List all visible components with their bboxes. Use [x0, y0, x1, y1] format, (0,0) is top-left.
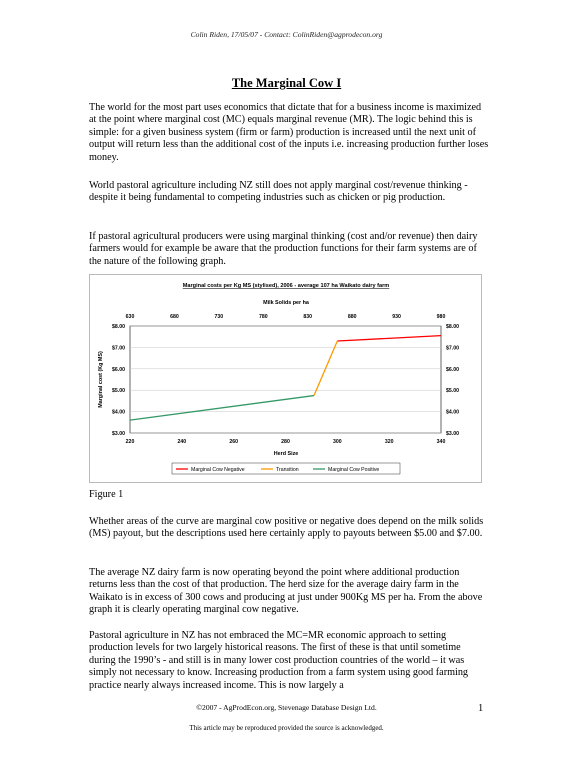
chart-x-tick-label: 300 [333, 439, 342, 445]
chart-top-tick-label: 980 [436, 314, 446, 320]
footer-copyright: ©2007 - AgProdEcon.org, Stevenage Database Design Ltd. [196, 703, 377, 712]
chart-y2-tick-label: $7.00 [446, 345, 459, 352]
chart-top-axis-label: Milk Solids per ha [263, 300, 309, 306]
chart-x-tick-label: 320 [384, 439, 394, 445]
chart-svg [90, 275, 483, 484]
footer-note: This article may be reproduced provided the source is acknowledged. [189, 724, 384, 732]
page-header: Colin Riden, 17/05/07 - Contact: ColinRiden@agprodecon.org [190, 30, 383, 39]
chart-top-tick-label: 730 [214, 314, 224, 320]
chart-y-tick-label: $8.00 [112, 324, 125, 330]
chart-x-tick-label: 340 [436, 439, 446, 445]
chart-y2-tick-label: $4.00 [446, 409, 459, 416]
chart-top-tick-label: 630 [125, 314, 135, 320]
chart-top-tick-label: 780 [258, 314, 268, 320]
chart-y-axis-label: Marginal cost (Kg MS) [98, 351, 104, 408]
paragraph-world-agriculture: World pastoral agriculture including NZ still does not apply marginal cost/revenue thinking - despite it being fundamental to competing industries such as chicken or pig production. [89, 180, 468, 204]
chart-legend-label: Marginal Cow Negative [191, 467, 245, 473]
page-number: 1 [478, 703, 484, 714]
chart-y-tick-label: $5.00 [112, 388, 125, 395]
chart-y2-tick-label: $5.00 [446, 388, 459, 395]
chart-y2-tick-label: $6.00 [446, 366, 459, 373]
chart-legend-label: Marginal Cow Positive [328, 467, 380, 473]
chart-x-axis-label: Herd Size [273, 451, 299, 457]
paragraph-marginal-thinking: If pastoral agricultural producers were using marginal thinking (cost and/or revenue) then dairy farmers would for example be aware that the production functions for their farm systems are of the nature of the following graph. [89, 231, 478, 267]
chart-y-tick-label: $3.00 [112, 431, 125, 437]
paragraph-intro: The world for the most part uses economics that dictate that for a business income is maximized at the point where marginal cost (MC) equals marginal revenue (MR). The logic behind this is simple: for a given business system (firm or farm) production is increased until the next unit of output will return less than the additional cost of the inputs i.e. increasing production further loses money. [89, 102, 489, 163]
figure-label: Figure 1 [89, 489, 124, 500]
chart-plot-frame [130, 326, 441, 433]
chart-x-tick-label: 220 [125, 439, 135, 445]
chart-y-tick-label: $7.00 [112, 345, 125, 352]
chart-top-tick-label: 680 [170, 314, 179, 320]
chart-series-line [314, 341, 337, 396]
chart-top-tick-label: 880 [347, 314, 357, 320]
chart-series-line [337, 336, 441, 341]
chart-x-tick-label: 280 [281, 439, 290, 445]
chart-x-tick-label: 240 [177, 439, 187, 445]
paragraph-average-farm: The average NZ dairy farm is now operating beyond the point where additional production returns less than the cost of that production. The herd size for the average dairy farm in the Waikato is in excess of 300 cows and producing at just under 900Kg MS per ha. From the above graph it is clearly operating marginal cow negative. [89, 567, 483, 616]
paragraph-history: Pastoral agriculture in NZ has not embraced the MC=MR economic approach to setting production levels for two largely historical reasons. The first of these is that until sometime during the 1990’s - and still is in many lower cost production countries of the world – it was simply not necessary to know. Increasing production from a farm system using good farming practice nearly always increased income. This is now largely a [89, 630, 469, 691]
chart-top-tick-label: 830 [303, 314, 313, 320]
paragraph-curve-areas: Whether areas of the curve are marginal cow positive or negative does depend on the milk solids (MS) payout, but the descriptions used here certainly apply to payouts between $5.00 and $7.00. [89, 516, 484, 540]
chart-x-tick-label: 260 [229, 439, 238, 445]
chart-series-line [130, 396, 314, 421]
chart-legend-label: Transition [276, 467, 299, 473]
chart-y-tick-label: $6.00 [112, 366, 125, 373]
chart-title: Marginal costs per Kg MS (stylised), 2006 - average 107 ha Waikato dairy farm [182, 283, 390, 289]
chart-y2-tick-label: $3.00 [446, 431, 459, 437]
chart-y-tick-label: $4.00 [112, 409, 125, 416]
article-title: The Marginal Cow I [231, 76, 342, 90]
chart-top-tick-label: 930 [392, 314, 401, 320]
marginal-cost-chart [89, 274, 482, 483]
chart-y2-tick-label: $8.00 [446, 324, 459, 330]
